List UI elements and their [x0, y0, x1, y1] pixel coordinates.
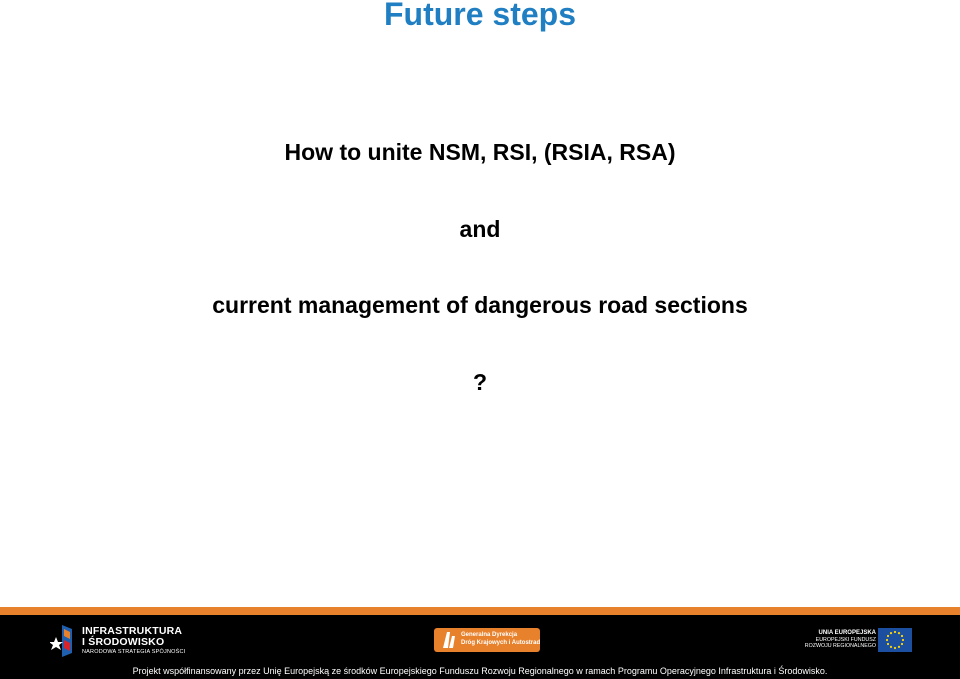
- logo-right-line1: UNIA EUROPEJSKA: [818, 630, 876, 636]
- body-line-and: and: [459, 216, 501, 242]
- body-line-question-mark: ?: [472, 369, 488, 395]
- logo-center-line1: Generalna Dyrekcja: [461, 632, 518, 638]
- logo-left-line1: INFRASTRUKTURA: [82, 625, 183, 637]
- logo-left-line3: NARODOWA STRATEGIA SPÓJNOŚCI: [82, 649, 186, 655]
- body-line-management: current management of dangerous road sections: [212, 292, 748, 318]
- eu-flag-icon: [878, 628, 912, 652]
- footer-accent-bar: [0, 607, 960, 615]
- cofinancing-note: Projekt współfinansowany przez Unię Europejską ze środków Europejskiego Funduszu Rozwoju Regionalnego w ramach Programu Operacyjnego Infrastruktura i Środowisko.: [132, 666, 828, 676]
- logo-right-line2: EUROPEJSKI FUNDUSZ: [815, 637, 876, 643]
- slide-title: Future steps: [383, 0, 577, 32]
- gddkia-logo: [434, 628, 540, 652]
- eu-logo: [804, 628, 912, 654]
- logo-center-line2: Dróg Krajowych i Autostrad: [461, 640, 541, 646]
- road-icon: [440, 631, 456, 649]
- body-line-question: How to unite NSM, RSI, (RSIA, RSA): [284, 139, 676, 165]
- infrastruktura-logo: [50, 623, 186, 659]
- logo-right-line3: ROZWOJU REGIONALNEGO: [804, 643, 876, 649]
- footer: [0, 615, 960, 679]
- star-flag-icon: [50, 623, 78, 659]
- logo-left-line2: I ŚRODOWISKO: [82, 636, 165, 648]
